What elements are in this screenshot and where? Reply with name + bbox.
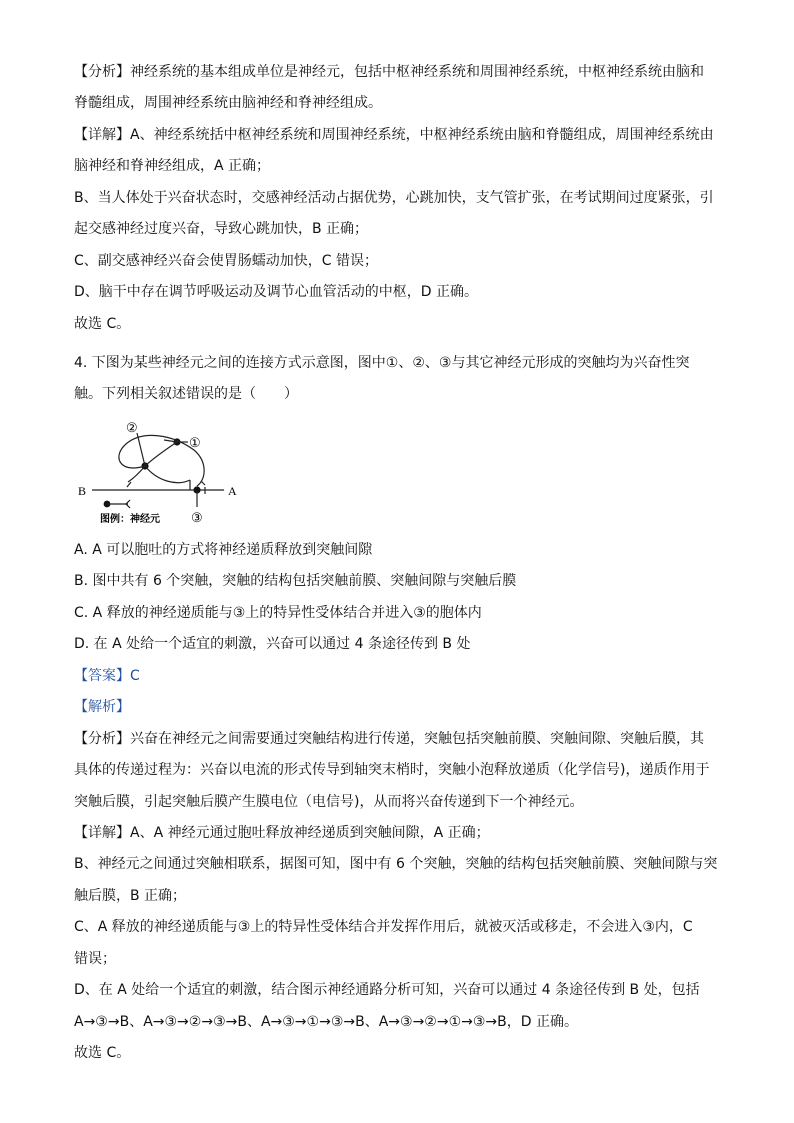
explanation-analysis-3: 突触后膜，引起突触后膜产生膜电位（电信号)，从而将兴奋传递到下一个神经元。 [74, 794, 584, 810]
explanation-analysis-2: 具体的传递过程为：兴奋以电流的形式传导到轴突末梢时，突触小泡释放递质（化学信号)，递质作用于 [74, 762, 710, 778]
label-1: ① [189, 435, 201, 450]
final-conclusion: 故选 C。 [74, 1045, 131, 1061]
label-2: ② [126, 420, 138, 435]
answer-line: 【答案】C [74, 668, 140, 684]
detail-c-line: C、副交感神经兴奋会使胃肠蠕动加快，C 错误； [74, 253, 378, 269]
explanation-detail-b-1: B、神经元之间通过突触相联系，据图可知，图中有 6 个突触，突触的结构包括突触前膜、突触间隙与突 [74, 856, 718, 872]
label-b: B [78, 484, 87, 498]
explanation-detail-c-2: 错误； [74, 951, 116, 967]
label-a: A [228, 484, 237, 498]
explanation-heading: 【解析】 [74, 699, 130, 715]
explanation-detail-b-2: 触后膜，B 正确； [74, 888, 187, 904]
explanation-detail-a: 【详解】A、A 神经元通过胞吐释放神经递质到突触间隙，A 正确； [74, 825, 490, 841]
detail-d-line: D、脑干中存在调节呼吸运动及调节心血管活动的中枢，D 正确。 [74, 284, 479, 300]
detail-line-1: 【详解】A、神经系统括中枢神经系统和周围神经系统，中枢神经系统由脑和脊髓组成，周围神经系统由 [74, 127, 714, 143]
option-c: C. A 释放的神经递质能与③上的特异性受体结合并进入③的胞体内 [74, 605, 482, 621]
option-a: A. A 可以胞吐的方式将神经递质释放到突触间隙 [74, 542, 373, 558]
label-3: ③ [191, 510, 203, 525]
detail-b-line-2: 起交感神经过度兴奋，导致心跳加快，B 正确； [74, 221, 369, 237]
option-b: B. 图中共有 6 个突触，突触的结构包括突触前膜、突触间隙与突触后膜 [74, 573, 517, 589]
explanation-detail-d-1: D、在 A 处给一个适宜的刺激，结合图示神经通路分析可知，兴奋可以通过 4 条途径传到 B 处，包括 [74, 982, 700, 998]
detail-line-2: 脑神经和脊神经组成，A 正确； [74, 158, 271, 174]
question-line-2: 触。下列相关叙述错误的是（ ） [74, 386, 298, 402]
conclusion-line: 故选 C。 [74, 316, 131, 332]
explanation-analysis-1: 【分析】兴奋在神经元之间需要通过突触结构进行传递，突触包括突触前膜、突触间隙、突触后膜，其 [74, 731, 704, 747]
explanation-detail-c-1: C、A 释放的神经递质能与③上的特异性受体结合并发挥作用后，就被灭活或移走，不会进入③内，C [74, 919, 693, 935]
option-d: D. 在 A 处给一个适宜的刺激，兴奋可以通过 4 条途径传到 B 处 [74, 636, 471, 652]
question-line-1: 4. 下图为某些神经元之间的连接方式示意图，图中①、②、③与其它神经元形成的突触均为兴奋性突 [74, 355, 690, 371]
detail-b-line-1: B、当人体处于兴奋状态时，交感神经活动占据优势，心跳加快，支气管扩张，在考试期间过度紧张，引 [74, 190, 714, 206]
analysis-line-2: 脊髓组成，周围神经系统由脑神经和脊神经组成。 [74, 95, 382, 111]
legend-label: 图例：神经元 [100, 514, 160, 525]
explanation-detail-d-2: A→③→B、A→③→②→③→B、A→③→①→③→B、A→③→②→①→③→B，D 正确。 [74, 1014, 578, 1030]
analysis-line-1: 【分析】神经系统的基本组成单位是神经元，包括中枢神经系统和周围神经系统，中枢神经系统由脑和 [74, 64, 704, 80]
neuron-diagram [74, 416, 244, 526]
